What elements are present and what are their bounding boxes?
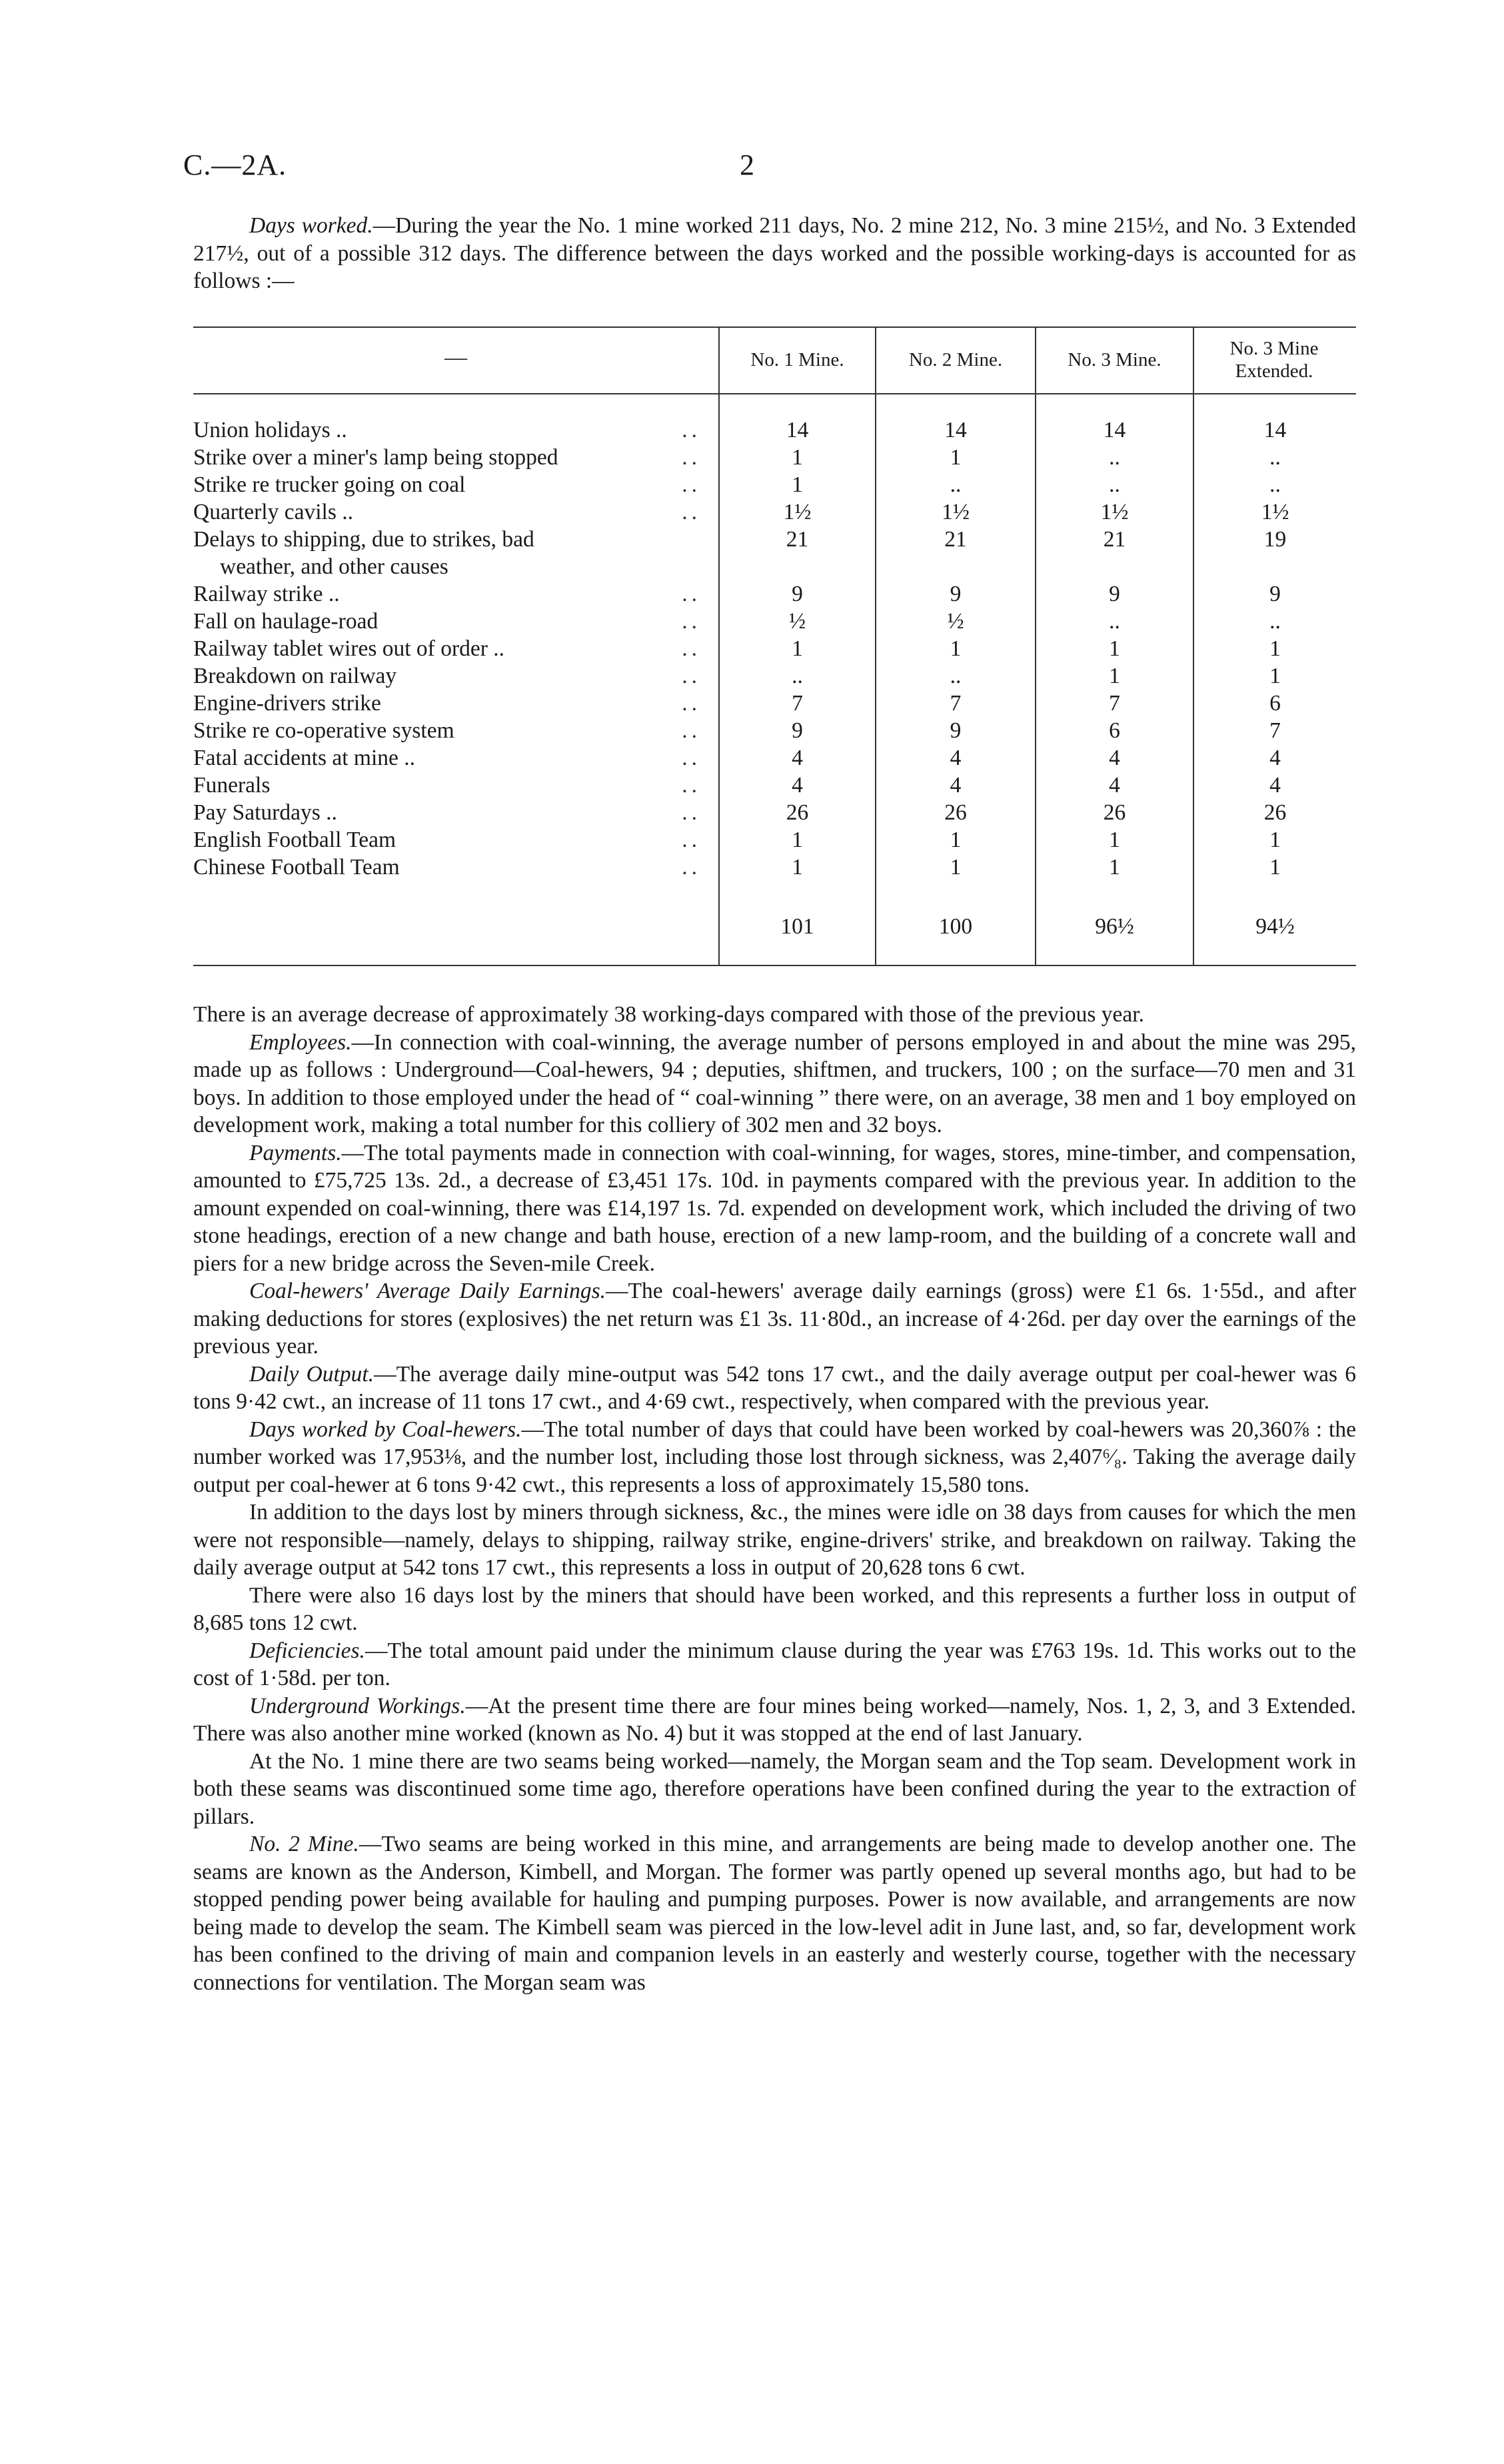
row-label [193, 826, 706, 854]
table-cell: 14 [1263, 418, 1287, 442]
row-label [193, 471, 706, 498]
row-label [193, 444, 706, 471]
table-cell: 21 [1103, 527, 1126, 552]
intro-heading: Days worked. [249, 213, 373, 238]
row-label [193, 662, 706, 690]
table-cell: 4 [1269, 746, 1281, 770]
table-cell: 1 [1269, 828, 1281, 852]
table-cell: 1 [1269, 664, 1281, 688]
row-label [193, 690, 706, 717]
row-label-text: Strike re co-operative system [193, 718, 460, 743]
table-cell: 1 [1109, 855, 1120, 880]
table-cell: 21 [786, 527, 809, 552]
leader-dots: .. [682, 500, 701, 524]
row-label [193, 772, 706, 799]
paragraph-text: —The total payments made in connection with coal-winning, for wages, stores, mine-timber, and compensation, amounted to £75,725 13s. 2d., a decrease of £3,451 17s. 10d. in payments compared with the previous year. In addition to the amount expended on coal-winning, there was £14,197 1s. 7d. expended on development work, which included the driving of two stone headings, erection of a new change and bath house, erection of a new lamp-room, and the building of a concrete wall and piers for a new bridge across the Seven-mile Creek. [193, 1140, 1356, 1276]
intro-text: —During the year the No. 1 mine worked 211 days, No. 2 mine 212, No. 3 mine 215½, and No. 3 Extended 217½, out of a possible 312 days. The difference between the days worked and the possible working-days is accounted for as follows :— [193, 213, 1356, 293]
table-cell: 4 [950, 746, 962, 770]
paragraph-text: At the No. 1 mine there are two seams being worked—namely, the Morgan seam and the Top seam. Development work in both these seams was discontinued some time ago, therefore operations have been confined during the year to the extraction of pillars. [193, 1748, 1356, 1829]
table-cell: 14 [786, 418, 809, 442]
table-cell: 4 [792, 746, 803, 770]
table-cell: .. [1269, 472, 1281, 497]
table-cell: 4 [1109, 746, 1120, 770]
row-label-text: Funerals [193, 773, 275, 798]
row-label-text: English Football Team [193, 828, 401, 852]
paragraph-heading: No. 2 Mine. [249, 1832, 359, 1856]
row-label-text: Union holidays .. [193, 418, 353, 442]
paragraph [193, 1416, 1356, 1499]
row-label-text: Quarterly cavils .. [193, 500, 359, 524]
paragraph-heading: Underground Workings. [249, 1693, 466, 1718]
leader-dots: .. [682, 828, 701, 852]
table-cell: 1 [792, 828, 803, 852]
total-cell: 101 [780, 914, 814, 939]
table-cell: 1 [950, 855, 962, 880]
total-cell: 94½ [1255, 914, 1295, 939]
leader-dots: .. [682, 746, 701, 770]
paragraph-heading: Deficiencies. [249, 1638, 365, 1663]
body-text [193, 1001, 1356, 1996]
page-number: 2 [740, 149, 754, 181]
row-label [193, 635, 706, 662]
table-cell: 1 [950, 445, 962, 470]
row-label-text: Delays to shipping, due to strikes, bad [193, 527, 540, 552]
table-cell: 21 [944, 527, 967, 552]
row-label-text: Strike over a miner's lamp being stopped [193, 445, 564, 470]
paragraph [193, 1637, 1356, 1692]
table-cell: 26 [1263, 800, 1287, 825]
table-cell: 26 [1103, 800, 1126, 825]
paragraph-text: —Two seams are being worked in this mine, and arrangements are being made to develop another one. The seams are known as the Anderson, Kimbell, and Morgan. The former was partly opened up several months ago, but had to be stopped pending power being available for hauling and pumping purposes. Power is now available, and arrangements are now being made to develop the seam. The Kimbell seam was pierced in the low-level adit in June last, and, so far, development work has been confined to the driving of main and companion levels in an easterly and westerly course, together with the necessary connections for ventilation. The Morgan seam was [193, 1832, 1356, 1995]
table-bottom-rule [193, 965, 1356, 966]
total-cell: 96½ [1095, 914, 1134, 939]
table-cell: 26 [944, 800, 967, 825]
row-label-text: Chinese Football Team [193, 855, 405, 880]
table-cell: 7 [950, 691, 962, 716]
table-cell: .. [950, 664, 962, 688]
table-cell: 4 [792, 773, 803, 798]
column-header-no3-extended: No. 3 Mine Extended. [1229, 338, 1319, 382]
paragraph [193, 1748, 1356, 1831]
row-label [193, 416, 706, 444]
document-reference: C.—2A. [183, 149, 287, 181]
table-cell: 1 [1109, 636, 1120, 661]
table-cell: .. [950, 472, 962, 497]
leader-dots: .. [682, 718, 701, 743]
row-label [193, 854, 706, 881]
paragraph [193, 1277, 1356, 1361]
days-lost-table [193, 326, 1356, 973]
row-label-text: Engine-drivers strike [193, 691, 386, 716]
table-cell: ½ [947, 609, 964, 634]
table-cell: 14 [944, 418, 967, 442]
leader-dots: .. [682, 609, 701, 634]
table-cell: 9 [950, 582, 962, 606]
paragraph-text: —The total amount paid under the minimum clause during the year was £763 19s. 1d. This works out to the cost of 1·58d. per ton. [193, 1638, 1356, 1690]
row-label [193, 717, 706, 744]
table-cell: 1 [1109, 828, 1120, 852]
row-label [193, 744, 706, 772]
intro-paragraph [193, 212, 1356, 295]
paragraph-text: —The total number of days that could have been worked by coal-hewers was 20,360⅞ : the number worked was 17,953⅛, and the number lost, including those lost through sickness, was 2,407⁶⁄₈. Taking the average daily output per coal-hewer at 6 tons 9·42 cwt., this represents a loss of approximately 15,580 tons. [193, 1417, 1356, 1497]
table-cell: .. [1109, 445, 1120, 470]
paragraph-text: There is an average decrease of approximately 38 working-days compared with those of the previous year. [193, 1002, 1144, 1027]
paragraph [193, 1499, 1356, 1582]
row-label [193, 580, 706, 608]
table-cell: 9 [792, 718, 803, 743]
leader-dots: .. [682, 773, 701, 798]
paragraph-text: —The average daily mine-output was 542 tons 17 cwt., and the daily average output per coal-hewer was 6 tons 9·42 cwt., an increase of 11 tons 17 cwt., and 4·69 cwt., respectively, when compared with the previous year. [193, 1361, 1357, 1414]
paragraph-heading: Daily Output. [249, 1361, 375, 1387]
table-cell: 1½ [1261, 500, 1289, 524]
table-cell: ½ [788, 609, 806, 634]
paragraph-heading: Coal-hewers' Average Daily Earnings. [249, 1279, 606, 1303]
column-header-blank: — [444, 345, 467, 370]
table-cell: .. [1109, 609, 1120, 634]
table-cell: 9 [792, 582, 803, 606]
column-header-no1: No. 1 Mine. [750, 349, 844, 370]
row-label-text: Fall on haulage-road [193, 609, 383, 634]
table-cell: 6 [1109, 718, 1120, 743]
table-cell: .. [1269, 445, 1281, 470]
page-header [0, 148, 1504, 188]
paragraph [193, 1001, 1356, 1029]
paragraph [193, 1361, 1356, 1416]
leader-dots: .. [682, 664, 701, 688]
row-label [193, 799, 706, 826]
table-cell: 1 [1269, 855, 1281, 880]
row-label-text: Strike re trucker going on coal [193, 472, 470, 497]
table-cell: 4 [1109, 773, 1120, 798]
table-cell: .. [1269, 609, 1281, 634]
row-label [193, 526, 706, 580]
table-cell: 4 [950, 773, 962, 798]
table-cell: 1½ [783, 500, 812, 524]
leader-dots: .. [682, 800, 701, 825]
table-cell: 14 [1103, 418, 1126, 442]
table-cell: 1½ [1100, 500, 1129, 524]
total-cell: 100 [938, 914, 973, 939]
leader-dots: .. [682, 855, 701, 880]
paragraph-text: —At the present time there are four mines being worked—namely, Nos. 1, 2, 3, and 3 Extended. There was also another mine worked (known as No. 4) but it was stopped at the end of last January. [193, 1693, 1356, 1746]
table-cell: 4 [1269, 773, 1281, 798]
leader-dots: .. [682, 445, 701, 470]
paragraph [193, 1582, 1356, 1637]
row-label [193, 608, 706, 635]
paragraph-text: In addition to the days lost by miners through sickness, &c., the mines were idle on 38 days from causes for which the men were not responsible—namely, delays to shipping, railway strike, engine-drivers' strike, and breakdown on railway. Taking the daily average output at 542 tons 17 cwt., this represents a loss in output of 20,628 tons 6 cwt. [193, 1500, 1356, 1580]
paragraph-text: There were also 16 days lost by the miners that should have been worked, and this represents a further loss in output of 8,685 tons 12 cwt. [193, 1582, 1356, 1635]
table-cell: 19 [1263, 527, 1287, 552]
leader-dots: .. [682, 472, 701, 497]
paragraph [193, 1139, 1356, 1278]
paragraph-heading: Payments. [249, 1140, 342, 1165]
paragraph [193, 1692, 1356, 1748]
table-cell: 1 [792, 445, 803, 470]
column-header-no2: No. 2 Mine. [908, 349, 1003, 370]
column-header-no3: No. 3 Mine. [1068, 349, 1161, 370]
table-top-rule [193, 326, 1356, 328]
row-label [193, 498, 706, 526]
leader-dots: .. [682, 418, 701, 442]
table-cell: 1 [1109, 664, 1120, 688]
table-cell: 26 [786, 800, 809, 825]
paragraph-heading: Employees. [249, 1029, 352, 1055]
table-cell: 1 [792, 636, 803, 661]
table-cell: 9 [1269, 582, 1281, 606]
row-label-text: Railway strike .. [193, 582, 345, 606]
table-cell: 9 [950, 718, 962, 743]
table-cell: 1 [1269, 636, 1281, 661]
table-cell: 9 [1109, 582, 1120, 606]
table-cell: .. [1109, 472, 1120, 497]
row-label-text: Fatal accidents at mine .. [193, 746, 420, 770]
table-cell: 1 [950, 828, 962, 852]
table-cell: 1 [950, 636, 962, 661]
table-cell: 1½ [942, 500, 970, 524]
row-label-text: Railway tablet wires out of order .. [193, 636, 510, 661]
paragraph-text: —The coal-hewers' average daily earnings (gross) were £1 6s. 1·55d., and after making deductions for stores (explosives) the net return was £1 3s. 11·80d., an increase of 4·26d. per day over the earnings of the previous year. [193, 1279, 1356, 1359]
table-cell: .. [792, 664, 803, 688]
row-label-text: Pay Saturdays .. [193, 800, 343, 825]
row-label-text: Breakdown on railway [193, 664, 402, 688]
leader-dots: .. [682, 691, 701, 716]
leader-dots: .. [682, 582, 701, 606]
table-cell: 7 [792, 691, 803, 716]
paragraph-text: —In connection with coal-winning, the average number of persons employed in and about the mine was 295, made up as follows : Underground—Coal-hewers, 94 ; deputies, shiftmen, and truckers, 100 ; on the surface—70 men and 31 boys. In addition to those employed under the head of “ coal-winning ” there were, on an average, 38 men and 1 boy employed on development work, making a total number for this colliery of 302 men and 32 boys. [193, 1029, 1356, 1137]
paragraph [193, 1029, 1356, 1139]
table-cell: 1 [792, 855, 803, 880]
leader-dots: .. [682, 636, 701, 661]
table-cell: 7 [1269, 718, 1281, 743]
table-cell: 7 [1109, 691, 1120, 716]
paragraph [193, 1830, 1356, 1996]
table-header-rule [193, 393, 1356, 394]
paragraph-heading: Days worked by Coal-hewers. [249, 1417, 522, 1442]
row-label-continuation: weather, and other causes [220, 554, 448, 579]
table-cell: 6 [1269, 691, 1281, 716]
table-cell: 1 [792, 472, 803, 497]
